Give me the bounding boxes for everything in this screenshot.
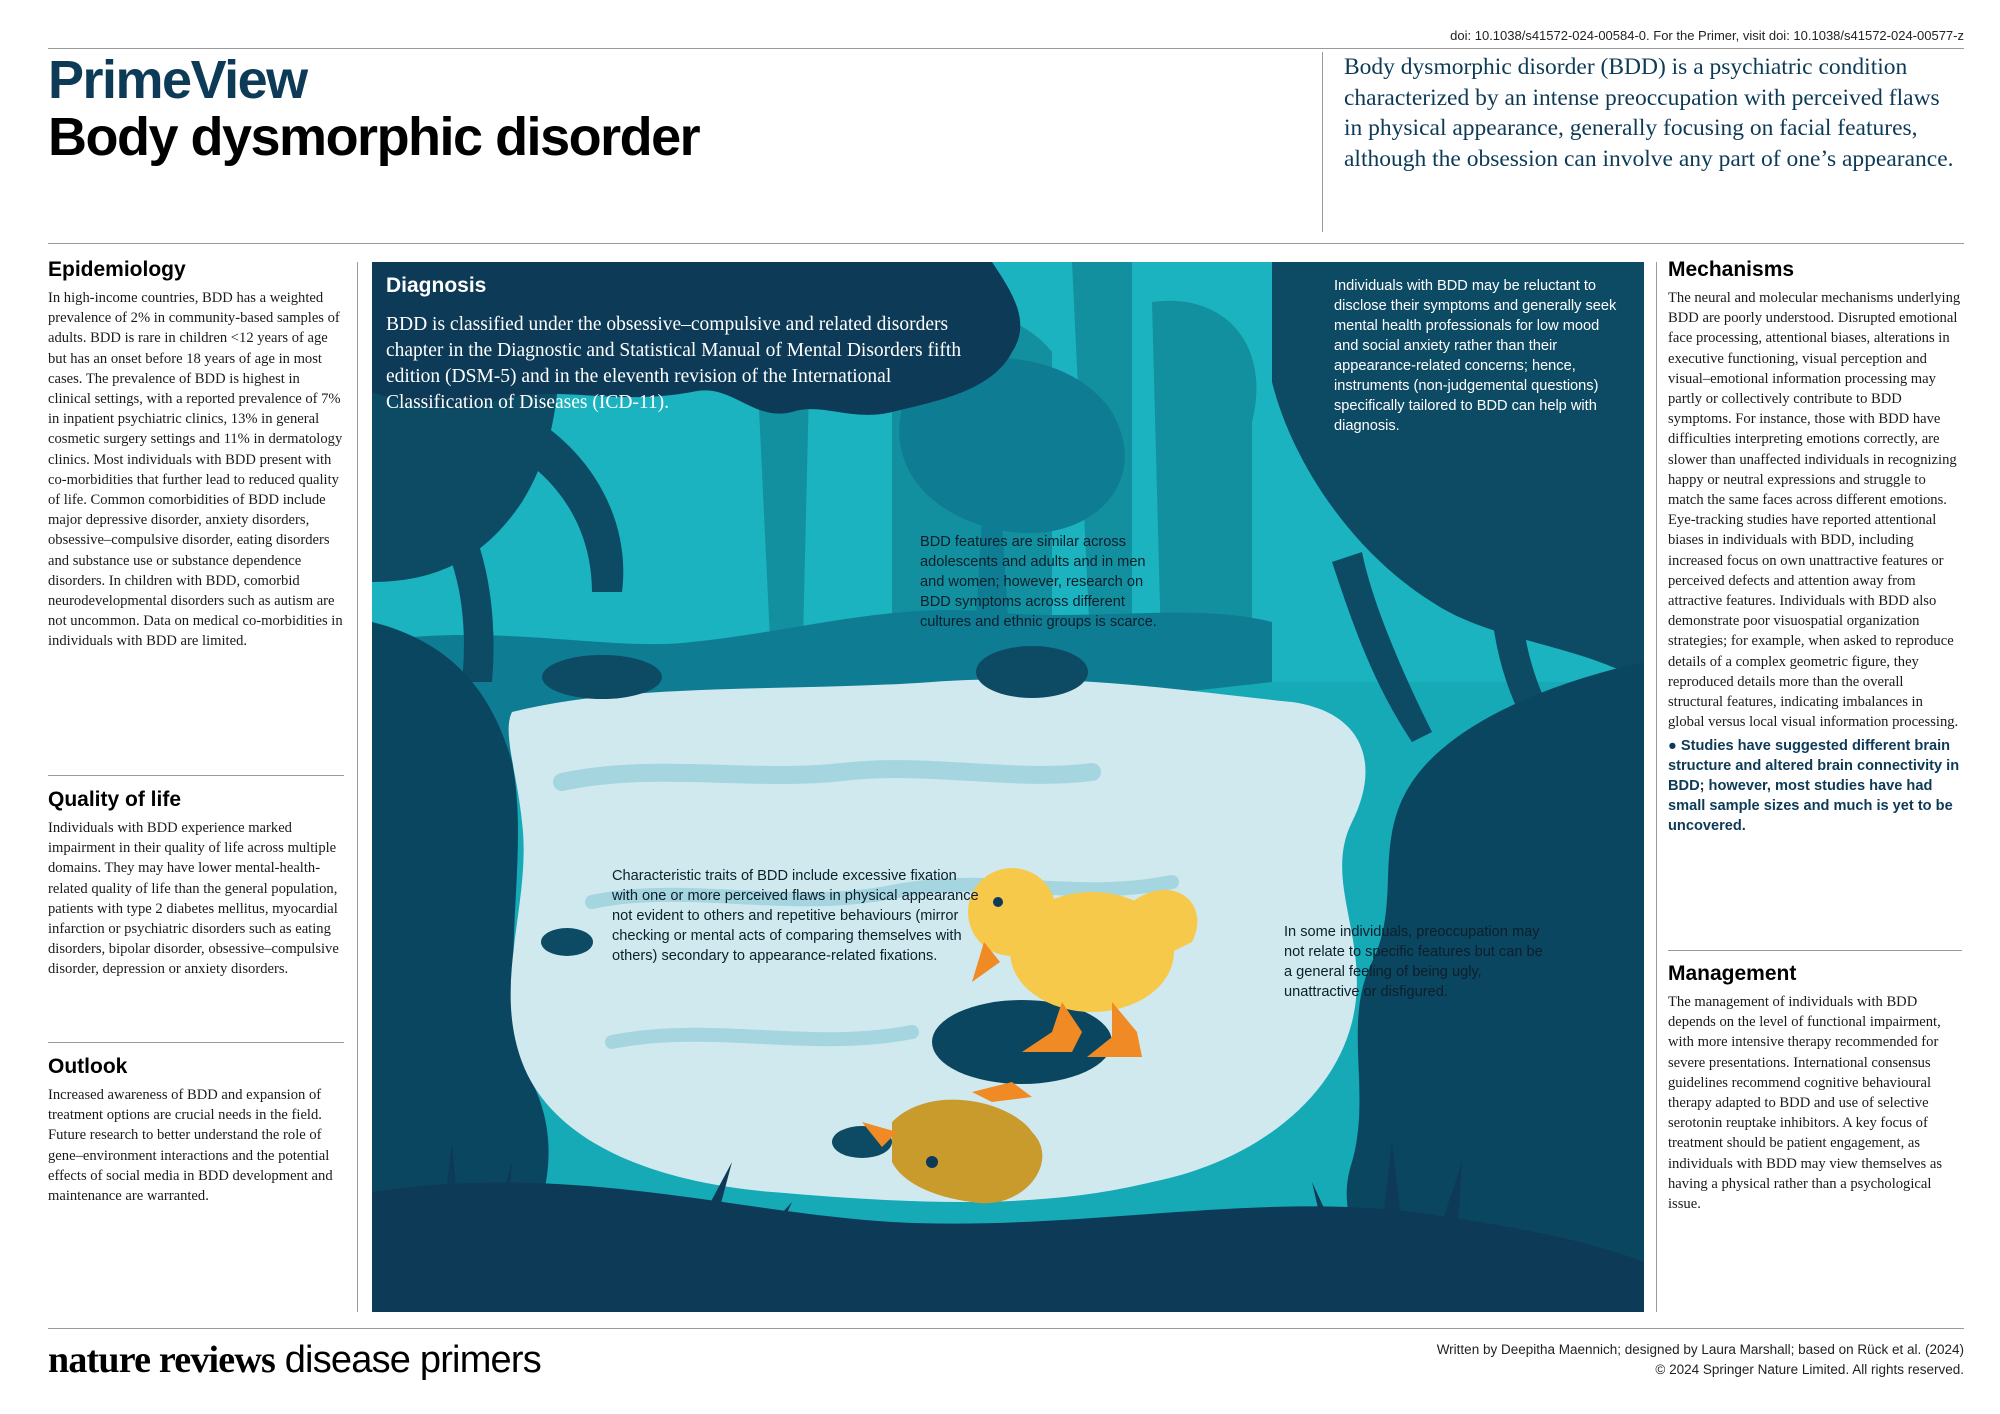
diagnosis-general: In some individuals, preoccupation may not relate to specific features but can be a general feeling of being ugly, unattractive or disfigured. <box>1284 924 1543 1000</box>
diagnosis-illustration <box>372 262 1644 1312</box>
brand-title: PrimeView <box>48 50 307 110</box>
footer-rule <box>48 1328 1964 1329</box>
credit-line-1: Written by Deepitha Maennich; designed by Laura Marshall; based on Rück et al. (2024) <box>1436 1342 1964 1357</box>
quality-section <box>48 788 344 980</box>
management-section <box>1668 962 1962 1214</box>
journal-logo <box>48 1338 541 1382</box>
right-divider <box>1656 262 1657 1312</box>
logo-light: disease primers <box>274 1339 541 1381</box>
quality-text: Individuals with BDD experience marked impairment in their quality of life across multiple domains. They may have lower mental-health-related quality of life than the general population, patients with type 2 diabetes mellitus, myocardial infarction or psychiatric disorders such as eating disorders, bipolar disorder, obsessive–compulsive disorder, depression or anxiety disorders. <box>48 820 339 978</box>
epidemiology-heading: Epidemiology <box>48 258 186 281</box>
mechanisms-text: The neural and molecular mechanisms underlying BDD are poorly understood. Disrupted emotional face processing, attentional biases, alterations in executive functioning, visual perception and visual–emotional information processing may partly or collectively contribute to BDD symptoms. For instance, those with BDD have difficulties interpreting emotions correctly, are slower than unaffected individuals in recognizing happy or neutral expressions and struggle to match the same faces across different emotions. Eye-tracking studies have reported attentional biases in individuals with BDD, including increased focus on own unattractive features or perceived defects and attention away from attractive features. Individuals with BDD also demonstrate poor visuospatial organization strategies; for example, when asked to reproduce details of a complex geometric figure, they reproduced details more than the overall structural features, indicating imbalances in global versus local visual information processing. <box>1668 290 1961 731</box>
epidemiology-text: In high-income countries, BDD has a weighted prevalence of 2% in community-based samples of adults. BDD is rare in children <12 years of age but has an onset before 18 years of age in most cases. The prevalence of BDD is highest in clinical settings, with a reported prevalence of 7% in inpatient psychiatric clinics, 13% in general cosmetic surgery settings and 11% in dermatology clinics. Most individuals with BDD present with co-morbidities that further lead to reduced quality of life. Common comorbidities of BDD include major depressive disorder, anxiety disorders, obsessive–compulsive disorder, eating disorders and substance use or substance dependence disorders. In children with BDD, comorbid neurodevelopmental disorders such as autism are not uncommon. Data on medical co-morbidities in individuals with BDD are limited. <box>48 290 343 650</box>
header-divider <box>1322 52 1323 232</box>
header-bottom-rule <box>48 243 1964 244</box>
management-heading: Management <box>1668 962 1797 985</box>
mechanisms-bullet: ● Studies have suggested different brain structure and altered brain connectivity in BDD; however, most studies have had small sample sizes and much is yet to be uncovered. <box>1668 738 1960 835</box>
page-title: Body dysmorphic disorder <box>48 107 700 167</box>
left-divider <box>357 262 358 1312</box>
logo-bold: nature reviews <box>48 1339 275 1381</box>
doi-line: doi: 10.1038/s41572-024-00584-0. For the Primer, visit doi: 10.1038/s41572-024-00577-z <box>1450 28 1964 43</box>
quality-heading: Quality of life <box>48 788 182 811</box>
left-rule-1 <box>48 775 344 776</box>
left-rule-2 <box>48 1042 344 1043</box>
diagnosis-heading: Diagnosis <box>386 274 487 297</box>
top-rule <box>48 48 1964 49</box>
mechanisms-section <box>1668 258 1962 836</box>
diagnosis-reluctant: Individuals with BDD may be reluctant to disclose their symptoms and generally seek mental health professionals for low mood and social anxiety rather than their appearance-related concerns; hence, instruments (non-judgemental questions) specifically tailored to BDD can help with diagnosis. <box>1334 278 1617 434</box>
diagnosis-traits: Characteristic traits of BDD include excessive fixation with one or more perceived flaws in physical appearance not evident to others and repetitive behaviours (mirror checking or mental acts of comparing themselves with others) secondary to appearance-related fixations. <box>612 868 979 964</box>
diagnosis-features: BDD features are similar across adolescents and adults and in men and women; however, research on BDD symptoms across different cultures and ethnic groups is scarce. <box>920 534 1157 630</box>
credit-line-2: © 2024 Springer Nature Limited. All rights reserved. <box>1655 1362 1964 1377</box>
diagnosis-intro: BDD is classified under the obsessive–compulsive and related disorders chapter in the Diagnostic and Statistical Manual of Mental Disorders fifth edition (DSM-5) and in the eleventh revision of the International Classification of Diseases (ICD-11). <box>386 314 962 413</box>
outlook-heading: Outlook <box>48 1055 128 1078</box>
outlook-section <box>48 1055 344 1206</box>
left-column <box>48 258 344 652</box>
right-rule <box>1668 950 1962 951</box>
outlook-text: Increased awareness of BDD and expansion of treatment options are crucial needs in the field. Future research to better understand the role of gene–environment interactions and the potential effects of social media in BDD development and maintenance are warranted. <box>48 1087 333 1205</box>
mechanisms-heading: Mechanisms <box>1668 258 1795 281</box>
lead-summary: Body dysmorphic disorder (BDD) is a psychiatric condition characterized by an intense preoccupation with perceived flaws in physical appearance, generally focusing on facial features, although the obsession can involve any part of one’s appearance. <box>1344 54 1954 172</box>
management-text: The management of individuals with BDD depends on the level of functional impairment, with more intensive therapy recommended for severe presentations. International consensus guidelines recommend cognitive behavioural therapy adapted to BDD and use of selective serotonin reuptake inhibitors. A key focus of treatment should be patient engagement, as individuals with BDD may view themselves as having a physical rather than a psychological issue. <box>1668 994 1943 1213</box>
credits <box>1437 1340 1964 1380</box>
